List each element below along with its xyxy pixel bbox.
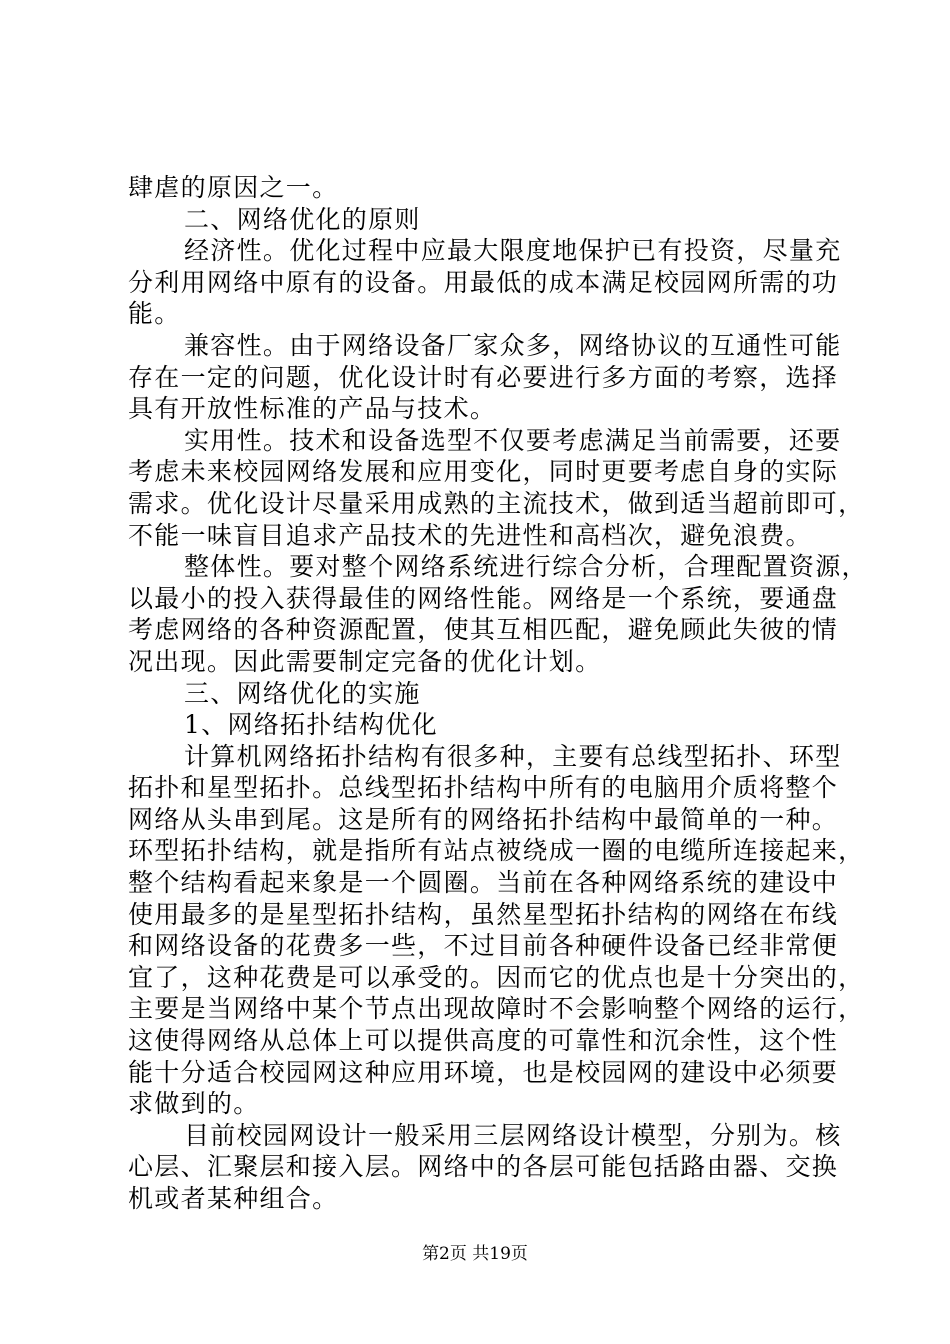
section-heading: 二、网络优化的原则	[184, 204, 421, 234]
text-line: 拓扑和星型拓扑。总线型拓扑结构中所有的电脑用介质将整个	[128, 773, 839, 803]
page-number-footer: 第2页 共19页	[422, 1244, 528, 1264]
text-line: 以最小的投入获得最佳的网络性能。网络是一个系统，要通盘	[128, 583, 839, 613]
subsection-heading: 1、网络拓扑结构优化	[184, 710, 438, 740]
section-heading: 三、网络优化的实施	[184, 678, 421, 708]
text-line: 网络从头串到尾。这是所有的网络拓扑结构中最简单的一种。	[128, 804, 839, 834]
text-line: 整体性。要对整个网络系统进行综合分析，合理配置资源，	[184, 552, 868, 582]
text-line: 考虑网络的各种资源配置，使其互相匹配，避免顾此失彼的情	[128, 615, 839, 645]
text-line: 经济性。优化过程中应最大限度地保护已有投资，尽量充	[184, 236, 842, 266]
body-text	[128, 172, 868, 1215]
text-line: 考虑未来校园网络发展和应用变化，同时更要考虑自身的实际	[128, 457, 839, 487]
text-line: 这使得网络从总体上可以提供高度的可靠性和沉余性，这个性	[128, 1026, 839, 1056]
text-line: 具有开放性标准的产品与技术。	[128, 394, 497, 424]
text-line: 求做到的。	[128, 1089, 260, 1119]
text-line: 心层、汇聚层和接入层。网络中的各层可能包括路由器、交换	[128, 1152, 839, 1182]
text-line: 兼容性。由于网络设备厂家众多，网络协议的互通性可能	[184, 330, 842, 360]
text-line: 主要是当网络中某个节点出现故障时不会影响整个网络的运行，	[128, 994, 865, 1024]
text-line: 能。	[128, 299, 181, 329]
text-line: 况出现。因此需要制定完备的优化计划。	[128, 646, 602, 676]
text-line: 和网络设备的花费多一些，不过目前各种硬件设备已经非常便	[128, 931, 839, 961]
text-line: 存在一定的问题，优化设计时有必要进行多方面的考察，选择	[128, 362, 839, 392]
text-line: 计算机网络拓扑结构有很多种，主要有总线型拓扑、环型	[184, 741, 842, 771]
text-line: 环型拓扑结构，就是指所有站点被绕成一圈的电缆所连接起来，	[128, 836, 865, 866]
text-line: 目前校园网设计一般采用三层网络设计模型，分别为。核	[184, 1120, 842, 1150]
text-line: 肆虐的原因之一。	[128, 173, 339, 202]
text-line: 分利用网络中原有的设备。用最低的成本满足校园网所需的功	[128, 267, 839, 297]
text-line: 宜了，这种花费是可以承受的。因而它的优点也是十分突出的，	[128, 962, 865, 992]
text-line: 使用最多的是星型拓扑结构，虽然星型拓扑结构的网络在布线	[128, 899, 839, 929]
text-line: 能十分适合校园网这种应用环境，也是校园网的建设中必须要	[128, 1057, 839, 1087]
text-line: 不能一味盲目追求产品技术的先进性和高档次，避免浪费。	[128, 520, 812, 550]
text-line: 实用性。技术和设备选型不仅要考虑满足当前需要，还要	[184, 425, 842, 455]
text-line: 机或者某种组合。	[128, 1184, 339, 1213]
text-line: 整个结构看起来象是一个圆圈。当前在各种网络系统的建设中	[128, 868, 839, 898]
text-line: 需求。优化设计尽量采用成熟的主流技术，做到适当超前即可，	[128, 488, 865, 518]
